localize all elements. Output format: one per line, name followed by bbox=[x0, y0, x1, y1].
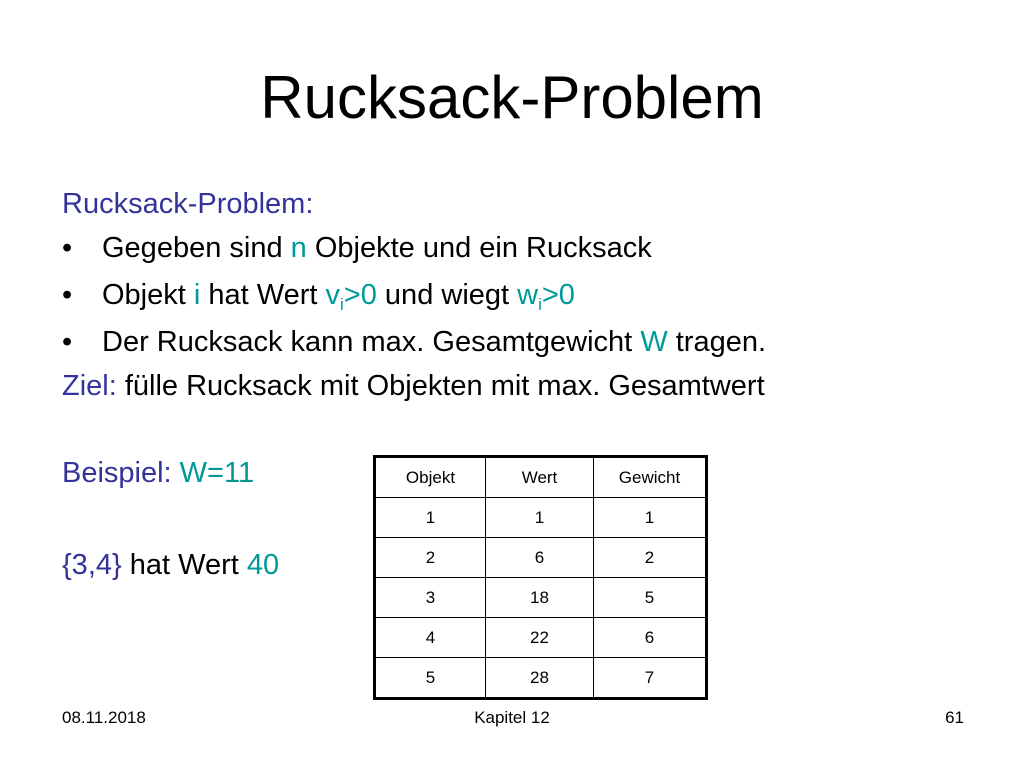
column-header-wert: Wert bbox=[486, 457, 594, 498]
variable-w-subscript: i bbox=[538, 295, 542, 314]
table-cell: 4 bbox=[375, 618, 486, 658]
variable-v-condition: >0 bbox=[343, 279, 377, 311]
table-cell: 5 bbox=[375, 658, 486, 699]
bullet-marker: • bbox=[62, 326, 73, 358]
section-heading: Rucksack-Problem: bbox=[62, 188, 314, 220]
variable-v-base: v bbox=[325, 279, 341, 311]
variable-W: W bbox=[640, 326, 668, 358]
variable-v bbox=[325, 279, 377, 314]
goal-text: fülle Rucksack mit Objekten mit max. Gesamtwert bbox=[116, 370, 765, 402]
bullet-object-value-weight bbox=[102, 275, 575, 325]
table-cell: 28 bbox=[486, 658, 594, 699]
bullet-text: Gegeben sind bbox=[102, 232, 291, 264]
variable-w-condition: >0 bbox=[541, 279, 575, 311]
variable-w bbox=[517, 279, 575, 314]
footer-page-number: 61 bbox=[945, 708, 964, 727]
variable-i: i bbox=[193, 279, 201, 311]
result-set: {3,4} bbox=[62, 549, 122, 581]
slide-title: Rucksack-Problem bbox=[260, 64, 764, 131]
table-cell: 2 bbox=[594, 538, 707, 578]
table-cell: 18 bbox=[486, 578, 594, 618]
table-cell: 6 bbox=[594, 618, 707, 658]
bullet-capacity bbox=[102, 322, 766, 362]
example-label: Beispiel: bbox=[62, 457, 180, 489]
example-value: W=11 bbox=[179, 457, 255, 489]
bullet-text: tragen. bbox=[667, 326, 767, 358]
bullet-marker: • bbox=[62, 232, 73, 264]
table-row bbox=[375, 498, 707, 538]
bullet-marker: • bbox=[62, 279, 73, 311]
bullet-given-objects bbox=[102, 228, 652, 268]
table-cell: 7 bbox=[594, 658, 707, 699]
table-row bbox=[375, 538, 707, 578]
table-cell: 2 bbox=[375, 538, 486, 578]
items-table bbox=[373, 455, 708, 700]
table-cell: 1 bbox=[594, 498, 707, 538]
result-line bbox=[62, 545, 279, 585]
table-row bbox=[375, 578, 707, 618]
variable-v-subscript: i bbox=[340, 295, 344, 314]
bullet-text: und wiegt bbox=[376, 279, 518, 311]
table-cell: 22 bbox=[486, 618, 594, 658]
column-header-objekt: Objekt bbox=[375, 457, 486, 498]
variable-w-base: w bbox=[517, 279, 539, 311]
table-cell: 6 bbox=[486, 538, 594, 578]
result-text: hat Wert bbox=[121, 549, 247, 581]
table-cell: 1 bbox=[375, 498, 486, 538]
goal-line bbox=[62, 366, 765, 406]
goal-label: Ziel: bbox=[62, 370, 117, 402]
table-header-row bbox=[375, 457, 707, 498]
footer-chapter: Kapitel 12 bbox=[474, 708, 550, 727]
bullet-text: Objekt bbox=[102, 279, 194, 311]
bullet-text: Der Rucksack kann max. Gesamtgewicht bbox=[102, 326, 641, 358]
column-header-gewicht: Gewicht bbox=[594, 457, 707, 498]
example-line bbox=[62, 453, 254, 493]
bullet-text: hat Wert bbox=[200, 279, 326, 311]
table-row bbox=[375, 618, 707, 658]
footer-date: 08.11.2018 bbox=[62, 708, 146, 727]
table-cell: 5 bbox=[594, 578, 707, 618]
variable-n: n bbox=[290, 232, 307, 264]
bullet-text: Objekte und ein Rucksack bbox=[306, 232, 652, 264]
result-value: 40 bbox=[246, 549, 280, 581]
table-row bbox=[375, 658, 707, 699]
table-cell: 1 bbox=[486, 498, 594, 538]
table-cell: 3 bbox=[375, 578, 486, 618]
